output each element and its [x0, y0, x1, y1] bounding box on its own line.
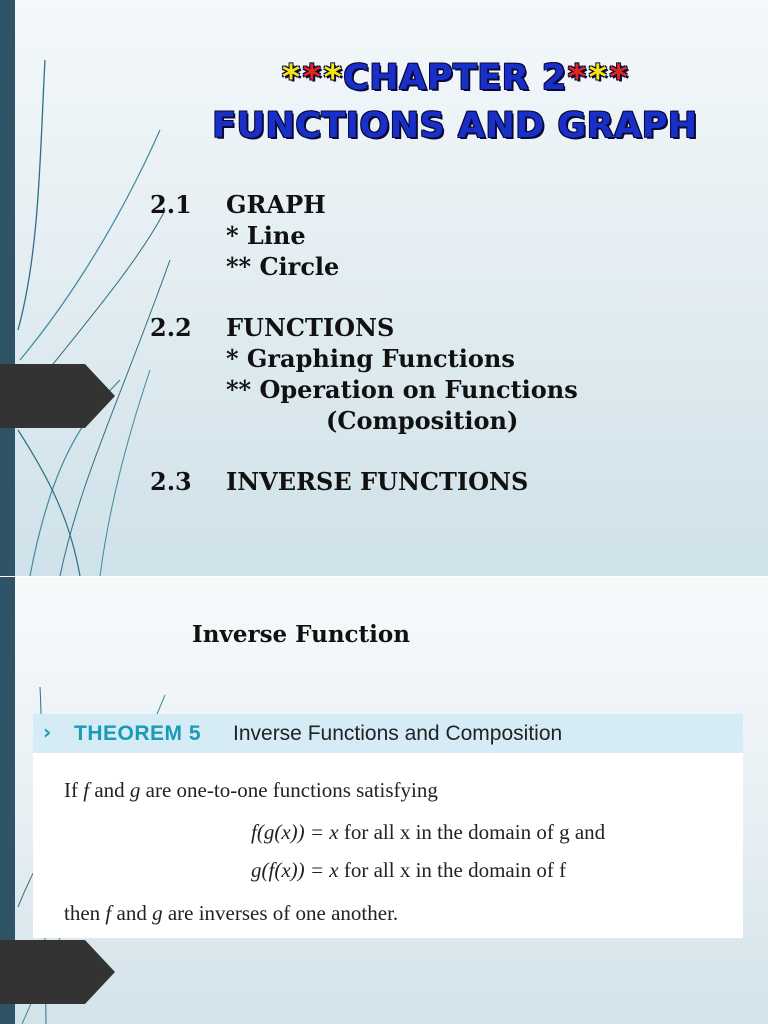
toc-subitem: (Composition) [326, 406, 519, 435]
theorem-equation-1: f(g(x)) = x for all x in the domain of g and [251, 820, 606, 844]
chevron-marker [0, 940, 115, 1004]
left-accent-bar [0, 0, 15, 576]
toc-subitem: * Line [226, 221, 306, 250]
toc-text: INVERSE FUNCTIONS [226, 467, 529, 496]
star-icon: * [323, 58, 343, 98]
theorem-equation-2: g(f(x)) = x for all x in the domain of f [251, 858, 567, 882]
chapter-title [150, 58, 760, 98]
slide-inverse-function [0, 577, 768, 1024]
theorem-box [33, 714, 743, 938]
chapter-title-text: CHAPTER 2 [343, 58, 567, 98]
theorem-label: THEOREM 5 [74, 722, 202, 745]
toc-text: GRAPH [226, 190, 326, 219]
star-icon: * [281, 58, 301, 98]
slide-heading: Inverse Function [192, 621, 410, 648]
star-icon: * [302, 58, 322, 98]
chapter-subtitle: FUNCTIONS AND GRAPH [212, 106, 698, 146]
chevron-marker [0, 364, 115, 428]
chevron-right-icon: › [43, 720, 52, 744]
theorem-title: Inverse Functions and Composition [233, 722, 563, 745]
toc-text: FUNCTIONS [226, 313, 395, 342]
star-icon: * [567, 58, 587, 98]
toc-item-2-2 [150, 313, 394, 342]
toc-subitem: * Graphing Functions [226, 344, 515, 373]
toc-item-2-3 [150, 467, 528, 496]
toc-item-2-1 [150, 190, 326, 219]
theorem-header [33, 714, 743, 753]
toc-number: 2.3 [150, 467, 192, 496]
toc-number: 2.2 [150, 313, 192, 342]
theorem-intro: If f and g are one-to-one functions satisfying [64, 778, 438, 802]
theorem-conclusion: then f and g are inverses of one another. [64, 901, 399, 925]
toc-number: 2.1 [150, 190, 192, 219]
star-icon: * [609, 58, 629, 98]
toc-subitem: ** Operation on Functions [226, 375, 578, 404]
toc-subitem: ** Circle [226, 252, 340, 281]
star-icon: * [588, 58, 608, 98]
